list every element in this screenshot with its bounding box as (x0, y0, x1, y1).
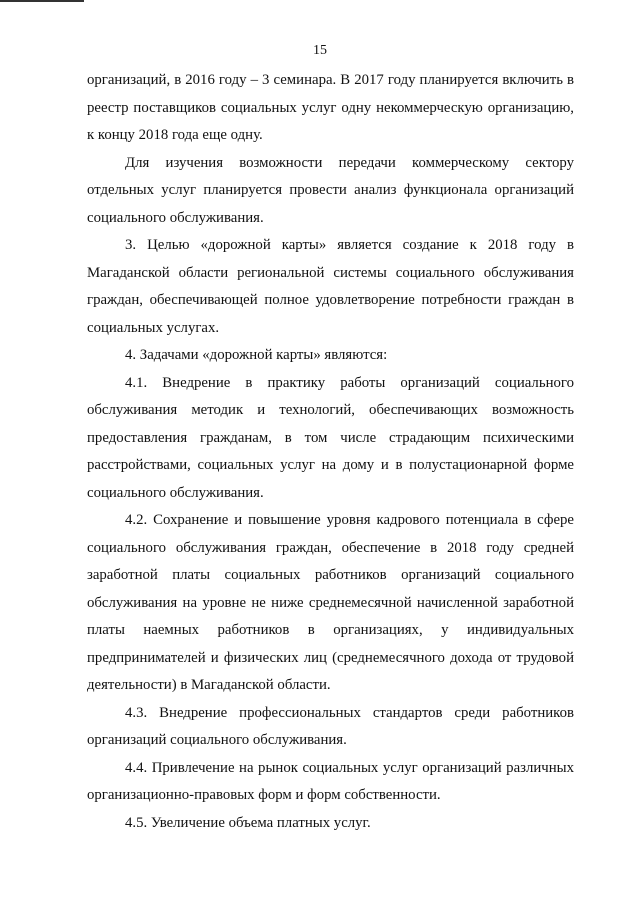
scan-edge-mark (0, 0, 84, 2)
paragraph-goal: 3. Целью «дорожной карты» является создание к 2018 году в Магаданской области региональной системы социального обслуживания граждан, обеспечивающей полное удовлетворение потребности граждан в социальных услугах. (87, 237, 574, 336)
paragraph-tasks-heading: 4. Задачами «дорожной карты» являются: (125, 347, 388, 363)
paragraph-analysis: Для изучения возможности передачи коммерческому сектору отдельных услуг планируется провести анализ функционала организаций социального обслуживания. (87, 154, 574, 226)
paragraph-task-4-4: 4.4. Привлечение на рынок социальных услуг организаций различных организационно-правовых форм и форм собственности. (87, 759, 574, 803)
paragraph-continuation: организаций, в 2016 году – 3 семинара. В 2017 году планируется включить в реестр поставщиков социальных услуг одну некоммерческую организацию, к концу 2018 года еще одну. (87, 72, 574, 143)
paragraph-task-4-5: 4.5. Увеличение объема платных услуг. (125, 814, 371, 831)
paragraph-task-4-3: 4.3. Внедрение профессиональных стандартов среди работников организаций социального обслуживания. (87, 704, 574, 748)
paragraph-task-4-2: 4.2. Сохранение и повышение уровня кадрового потенциала в сфере социального обслуживания граждан, обеспечение в 2018 году средней заработной платы социальных работников организаций социального обслуживания на уровне не ниже среднемесячной начисленной заработной платы наемных работников в организациях, у индивидуальных предпринимателей и физических лиц (среднемесячного дохода от трудовой деятельности) в Магаданской области. (87, 512, 574, 693)
page-number: 15 (313, 43, 327, 58)
document-body (87, 67, 574, 837)
paragraph-task-4-1: 4.1. Внедрение в практику работы организаций социального обслуживания методик и технологий, обеспечивающих возможность предоставления гражданам, в том числе страдающим психическими расстройствами, социальных услуг на дому и в полустационарной форме социального обслуживания. (87, 374, 574, 501)
